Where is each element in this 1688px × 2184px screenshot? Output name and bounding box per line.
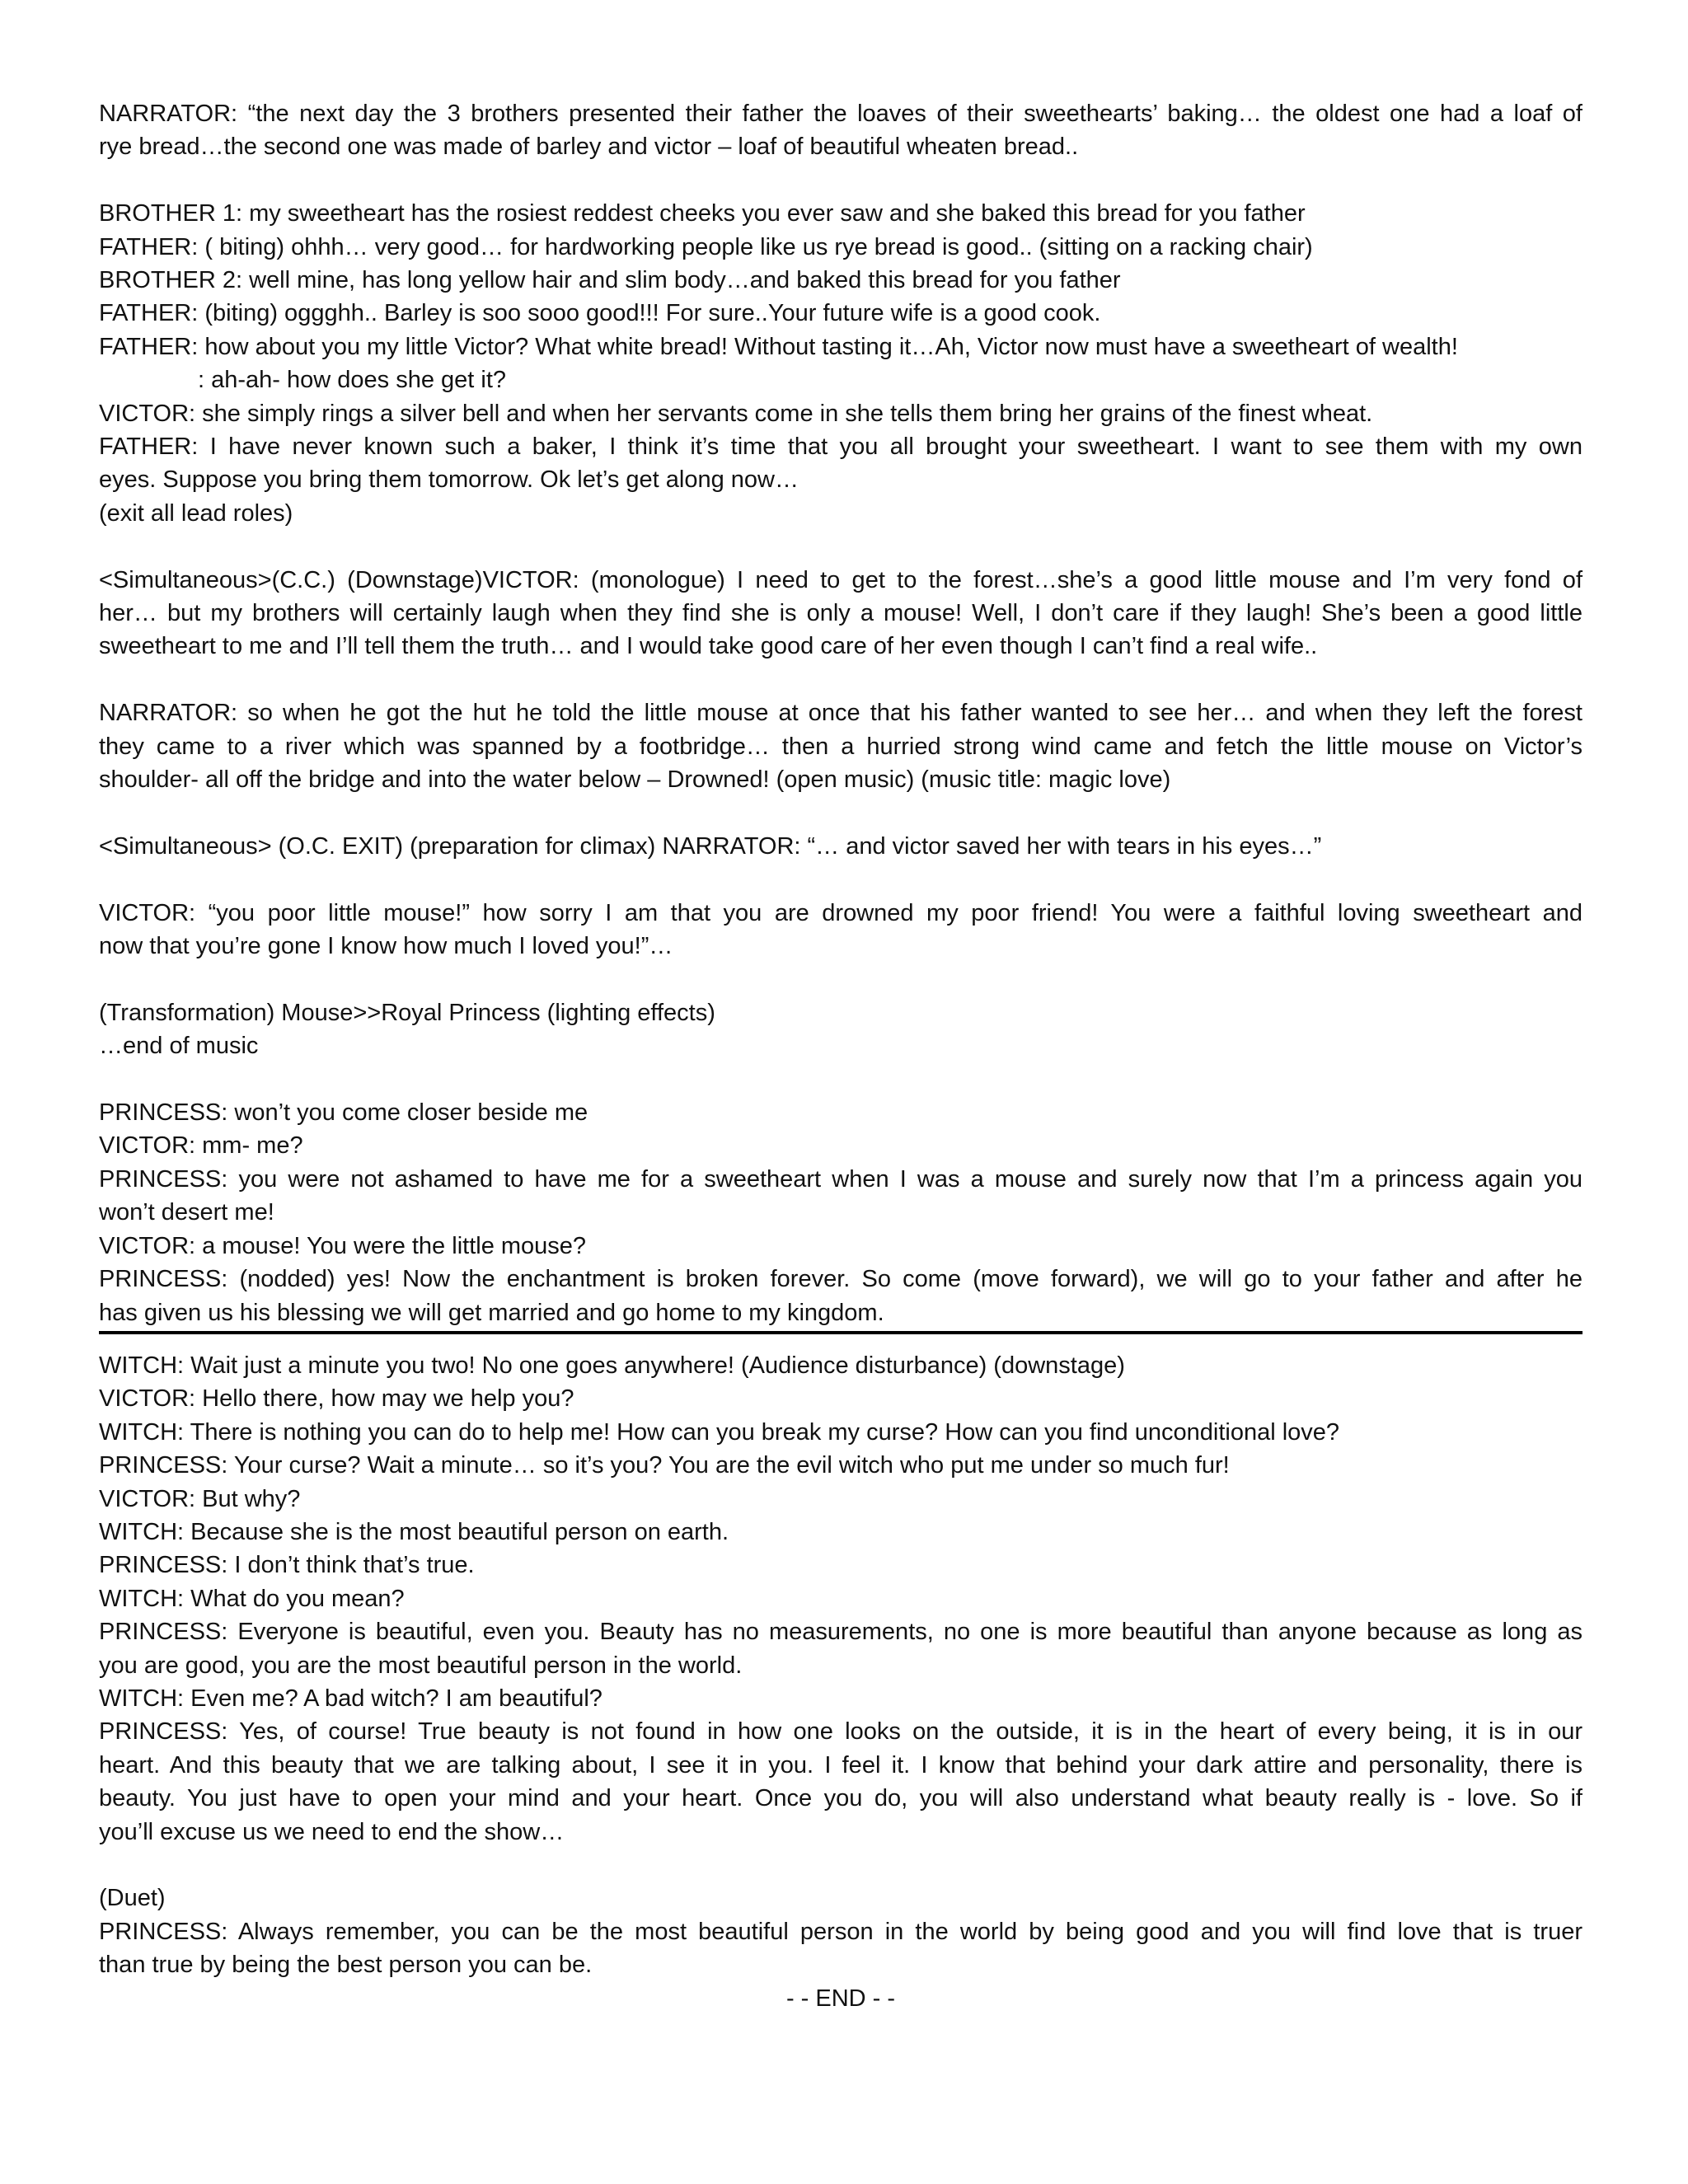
script-line: shoulder- all off the bridge and into the water below – Drowned! (open music) (music title: magic love) <box>99 766 1171 794</box>
script-line: PRINCESS: Yes, of course! True beauty is not found in how one looks on the outside, it is in the heart of every being, it is in our <box>99 1718 1582 1746</box>
script-line: won’t desert me! <box>99 1199 274 1226</box>
script-line: PRINCESS: won’t you come closer beside me <box>99 1099 588 1127</box>
blank-line <box>99 530 1582 563</box>
blank-line <box>99 1849 1582 1882</box>
script-line: …end of music <box>99 1033 259 1060</box>
script-line: VICTOR: she simply rings a silver bell and when her servants come in she tells them bring her grains of the finest wheat. <box>99 400 1373 427</box>
script-line: FATHER: how about you my little Victor? What white bread! Without tasting it…Ah, Victor now must have a sweetheart of wealth! <box>99 333 1458 360</box>
script-part-one <box>99 97 1582 1329</box>
script-line: WITCH: What do you mean? <box>99 1585 405 1612</box>
script-line: has given us his blessing we will get married and go home to my kingdom. <box>99 1299 884 1326</box>
script-line: you’ll excuse us we need to end the show… <box>99 1818 565 1845</box>
script-line: (Transformation) Mouse>>Royal Princess (lighting effects) <box>99 999 715 1026</box>
section-divider <box>99 1331 1582 1334</box>
script-line: NARRATOR: so when he got the hut he told the little mouse at once that his father wanted to see her… and when they left the forest <box>99 700 1582 727</box>
script-line: than true by being the best person you can be. <box>99 1952 593 1979</box>
script-line: <Simultaneous> (O.C. EXIT) (preparation for climax) NARRATOR: “… and victor saved her with tears in his eyes…” <box>99 832 1322 860</box>
script-line: her… but my brothers will certainly laugh when they find she is only a mouse! Well, I don’t care if they laugh! She’s been a good little <box>99 600 1582 627</box>
script-line: <Simultaneous>(C.C.) (Downstage)VICTOR: (monologue) I need to get to the forest…she’s a good little mouse and I’m very fond of <box>99 566 1582 593</box>
blank-line <box>99 863 1582 896</box>
script-line: : ah-ah- how does she get it? <box>198 367 507 394</box>
script-line: now that you’re gone I know how much I loved you!”… <box>99 933 673 960</box>
script-line: PRINCESS: Everyone is beautiful, even you. Beauty has no measurements, no one is more beautiful than anyone because as long as <box>99 1619 1582 1646</box>
end-marker: - - END - - <box>785 1985 896 2012</box>
script-page <box>99 97 1582 2015</box>
script-line: FATHER: I have never known such a baker, I think it’s time that you all brought your sweetheart. I want to see them with my own <box>99 434 1582 461</box>
script-line: WITCH: There is nothing you can do to help me! How can you break my curse? How can you find unconditional love? <box>99 1418 1340 1446</box>
script-line: WITCH: Wait just a minute you two! No one goes anywhere! (Audience disturbance) (downstage) <box>99 1352 1125 1379</box>
script-line: FATHER: (biting) oggghh.. Barley is soo sooo good!!! For sure..Your future wife is a good cook. <box>99 300 1101 327</box>
script-line: PRINCESS: Always remember, you can be the most beautiful person in the world by being good and you will find love that is truer <box>99 1918 1582 1945</box>
blank-line <box>99 164 1582 197</box>
script-line: eyes. Suppose you bring them tomorrow. Ok let’s get along now… <box>99 466 799 494</box>
script-line: PRINCESS: (nodded) yes! Now the enchantment is broken forever. So come (move forward), we will go to your father and after he <box>99 1266 1582 1293</box>
script-line: VICTOR: “you poor little mouse!” how sorry I am that you are drowned my poor friend! You were a faithful loving sweetheart and <box>99 899 1582 926</box>
script-line: BROTHER 1: my sweetheart has the rosiest reddest cheeks you ever saw and she baked this bread for you father <box>99 200 1306 227</box>
script-line: rye bread…the second one was made of barley and victor – loaf of beautiful wheaten bread.. <box>99 134 1079 161</box>
script-line: they came to a river which was spanned by a footbridge… then a hurried strong wind came and fetch the little mouse on Victor’s <box>99 733 1582 760</box>
blank-line <box>99 963 1582 996</box>
script-line: PRINCESS: Your curse? Wait a minute… so it’s you? You are the evil witch who put me under so much fur! <box>99 1452 1230 1479</box>
blank-line <box>99 796 1582 829</box>
script-line: PRINCESS: you were not ashamed to have me for a sweetheart when I was a mouse and surely now that I’m a princess again you <box>99 1165 1582 1193</box>
blank-line <box>99 1063 1582 1096</box>
script-line: VICTOR: mm- me? <box>99 1132 303 1160</box>
script-line: (exit all lead roles) <box>99 499 293 527</box>
script-line: VICTOR: Hello there, how may we help you? <box>99 1385 574 1413</box>
script-line: NARRATOR: “the next day the 3 brothers presented their father the loaves of their sweethearts’ baking… the oldest one had a loaf of <box>99 101 1582 127</box>
script-line: WITCH: Even me? A bad witch? I am beautiful? <box>99 1685 603 1712</box>
script-line: PRINCESS: I don’t think that’s true. <box>99 1552 475 1579</box>
script-line: BROTHER 2: well mine, has long yellow hair and slim body…and baked this bread for you father <box>99 267 1121 294</box>
script-part-two <box>99 1349 1582 1982</box>
script-line: you are good, you are the most beautiful person in the world. <box>99 1652 743 1679</box>
script-line: FATHER: ( biting) ohhh… very good… for hardworking people like us rye bread is good.. (sitting on a racking chair) <box>99 233 1313 260</box>
script-line: sweetheart to me and I’ll tell them the truth… and I would take good care of her even though I can’t find a real wife.. <box>99 633 1318 660</box>
script-line: heart. And this beauty that we are talking about, I see it in you. I feel it. I know that behind your dark attire and personality, there is <box>99 1751 1582 1779</box>
script-line: (Duet) <box>99 1885 166 1912</box>
blank-line <box>99 663 1582 696</box>
script-line: WITCH: Because she is the most beautiful person on earth. <box>99 1518 729 1545</box>
script-line: VICTOR: a mouse! You were the little mouse? <box>99 1232 587 1259</box>
script-line: VICTOR: But why? <box>99 1485 301 1512</box>
script-line: beauty. You just have to open your mind and your heart. Once you do, you will also understand what beauty really is - love. So if <box>99 1785 1582 1812</box>
